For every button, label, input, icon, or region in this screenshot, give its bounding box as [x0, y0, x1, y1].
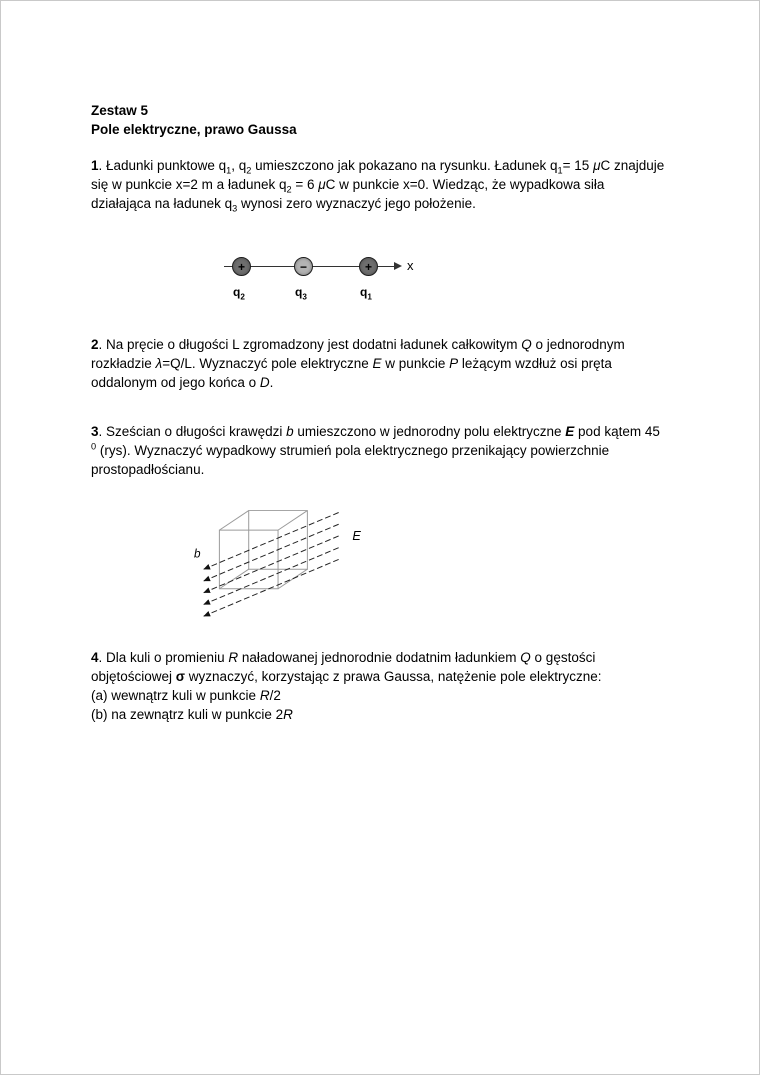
figure-point-charges-diagram	[224, 249, 464, 303]
problem-4-item-a: (a) wewnątrz kuli w punkcie R/2	[91, 688, 281, 703]
charge-q2-label: $q_2$	[233, 285, 245, 302]
cube-edge-label: b	[193, 547, 201, 561]
document-content	[1, 1, 759, 724]
charge-q3-label: $q_3$	[295, 285, 307, 302]
problem-1-text: 1. Ładunki punktowe $q_1$, $q_2$ umieszczono jak pokazano na rysunku. Ładunek $q_1= 15$ μC znajduje się w punkcie x=2 m a ładunek $q_2 = 6$ μC w punkcie x=0. Wiedząc, że wypadkowa siła działająca na ładunek $q_3$ wynosi zero wyznaczyć jego położenie.	[91, 158, 665, 214]
problem-4-text: 4. Dla kuli o promieniu R naładowanej jednorodnie dodatnim ładunkiem Q o gęstości objętościowej σ wyznaczyć, korzystając z prawa Gaussa, natężenie pole elektryczne:	[91, 650, 602, 684]
cube-wireframe	[219, 511, 307, 589]
charge-q2-circle	[232, 257, 251, 276]
field-label: E	[352, 528, 361, 543]
electric-field-lines	[204, 513, 339, 617]
charge-q1-label: $q_1$	[360, 285, 372, 302]
problem-4-item-b: (b) na zewnątrz kuli w punkcie 2R	[91, 707, 293, 722]
charge-q3-sign: −	[299, 259, 307, 274]
cube-field-svg	[186, 491, 374, 622]
charge-q2-sign: +	[237, 259, 245, 274]
x-axis-arrowhead-icon	[394, 262, 402, 270]
problem-3-text: 3. Sześcian o długości krawędzi b umieszczono w jednorodny polu elektryczne E pod kątem 45 $^0$ (rys). Wyznaczyć wypadkowy strumień pola elektrycznego przenikający powierzchnie prostopadłościanu.	[91, 424, 660, 477]
charge-q3-circle	[294, 257, 313, 276]
figure-cube-field-diagram	[186, 491, 376, 622]
charge-q1-circle	[359, 257, 378, 276]
charge-q1-sign: +	[364, 259, 372, 274]
document-subtitle: Pole elektryczne, prawo Gaussa	[91, 122, 297, 137]
document-title: Zestaw 5	[91, 103, 149, 118]
problem-2-text: 2. Na pręcie o długości L zgromadzony jest dodatni ładunek całkowitym Q o jednorodnym rozkładzie λ=Q/L. Wyznaczyć pole elektryczne E w punkcie P leżącym wzdłuż osi pręta oddalonym od jego końca o D.	[91, 337, 625, 390]
x-axis-label: x	[407, 258, 414, 273]
